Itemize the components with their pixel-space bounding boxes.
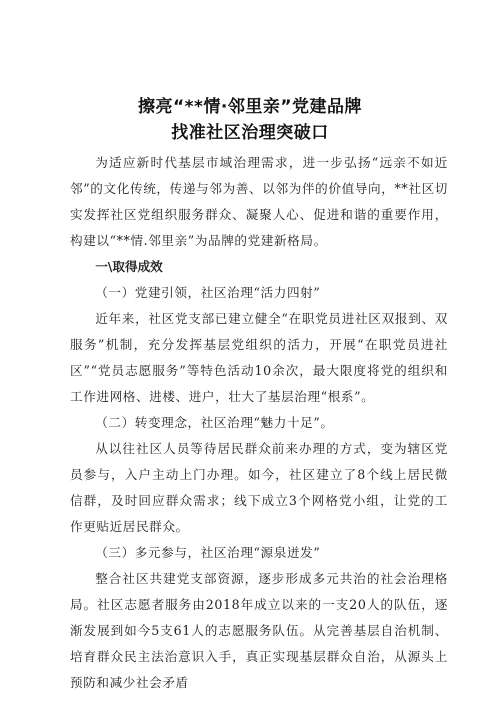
subsection1-paragraph: 近年来，社区党支部已建立健全“在职党员进社区双报到、双服务”机制，充分发挥基层党组织的活力，开展“在职党员进社区”“党员志愿服务”等特色活动10余次，最大限度将党的组织和工作进网格、进楼、进户，壮大了基层治理“根系”。 bbox=[70, 311, 448, 404]
document-body bbox=[70, 150, 448, 696]
document-title-line1: 擦亮“**情·邻里亲”党建品牌 bbox=[137, 97, 363, 117]
subsection2-paragraph: 从以往社区人员等待居民群众前来办理的方式，变为辖区党员参与，入户主动上门办理。如今，社区建立了8个线上居民微信群，及时回应群众需求；线下成立3个网格党小组，让党的工作更贴近居民群众。 bbox=[70, 441, 448, 534]
subsection3-paragraph: 整合社区共建党支部资源，逐步形成多元共治的社会治理格局。社区志愿者服务由2018年成立以来的一支20人的队伍，逐渐发展到如今5支61人的志愿服务队伍。从完善基层自治机制、培育群众民主法治意识入手，真正实现基层群众自治，从源头上预防和减少社会矛盾 bbox=[70, 571, 448, 690]
subsection1-heading: （一）党建引领，社区治理“活力四射” bbox=[95, 285, 321, 300]
section1-heading: 一\取得成效 bbox=[95, 259, 163, 274]
subsection2-heading: （二）转变理念，社区治理“魅力十足”。 bbox=[95, 415, 334, 430]
document-title-line2: 找准社区治理突破口 bbox=[171, 123, 329, 143]
intro-paragraph: 为适应新时代基层市域治理需求，进一步弘扬“远亲不如近邻”的文化传统，传递与邻为善、以邻为伴的价值导向，**社区切实发挥社区党组织服务群众、凝聚人心、促进和谐的重要作用，构建以“**情.邻里亲”为品牌的党建新格局。 bbox=[70, 155, 448, 248]
subsection3-heading: （三）多元参与，社区治理“源泉迸发” bbox=[95, 545, 321, 560]
